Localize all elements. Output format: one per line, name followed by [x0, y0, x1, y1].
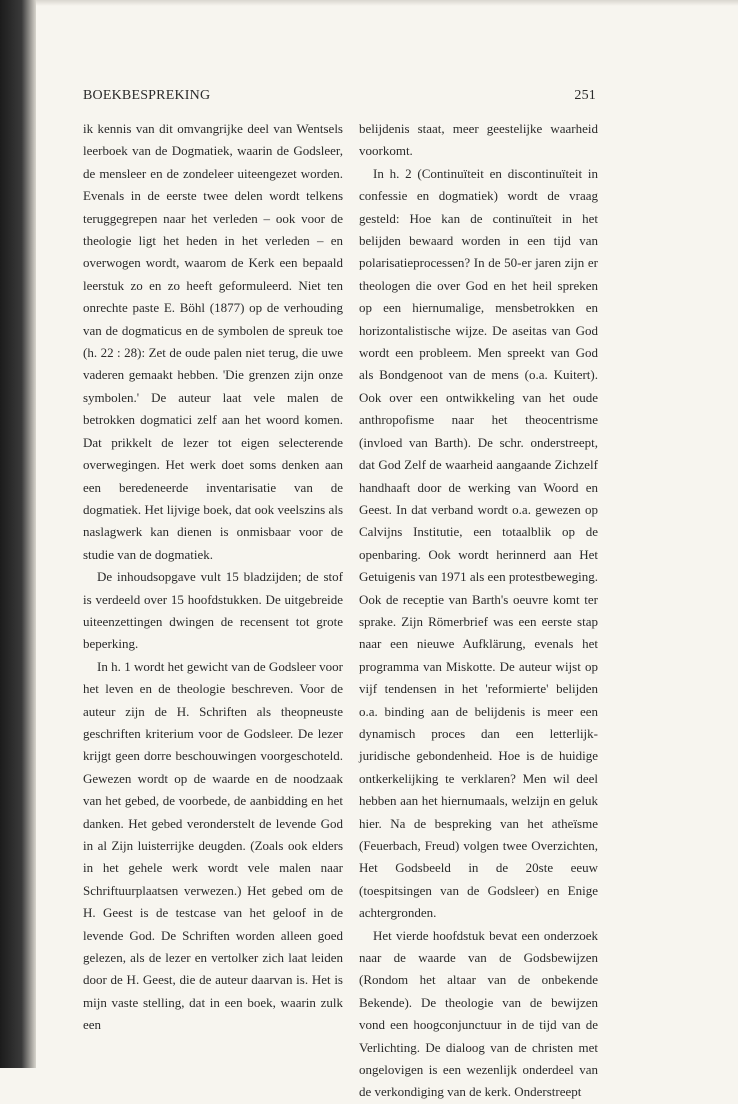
right-column — [359, 118, 598, 1104]
paragraph: In h. 2 (Continuïteit en discontinuïteit in confessie en dogmatiek) wordt de vraag gesteld: Hoe kan de continuïteit in het belijden bewaard worden in een tijd van polarisatieprocessen? In de 50-er jaren zijn er theologen die over God en het heil spreken op een hiernumalige, mensbetrokken en horizontalistische wijze. De aseitas van God wordt een probleem. Men spreekt van God als Bondgenoot van de mens (o.a. Kuitert). Ook over een ontwikkeling van het oude anthropofisme naar het theocentrisme (invloed van Barth). De schr. onderstreept, dat God Zelf de waarheid aangaande Zichzelf handhaaft door de werking van Woord en Geest. In dat verband wordt o.a. gewezen op Calvijns Institutie, een totaalblik op de openbaring. Ook wordt herinnerd aan Het Getuigenis van 1971 als een protestbeweging. Ook de receptie van Barth's oeuvre komt ter sprake. Zijn Römerbrief was een eerste stap naar een nieuwe Aufklärung, evenals het programma van Miskotte. De auteur wijst op vijf tendensen in het 'reformierte' belijden o.a. binding aan de belijdenis is meer een dynamisch proces dan een letterlijk-juridische gebondenheid. Hoe is de huidige ontkerkelijking te verklaren? Men wil deel hebben aan het hiernumaals, welzijn en geluk hier. Na de bespreking van het atheïsme (Feuerbach, Freud) volgen twee Overzichten, Het Godsbeeld in de 20ste eeuw (toespitsingen van de Godsleer) en Enige achtergronden. — [359, 165, 598, 921]
paragraph: In h. 1 wordt het gewicht van de Godsleer voor het leven en de theologie beschreven. Voor de auteur zijn de H. Schriften als theopneuste geschriften kriterium voor de Godsleer. De lezer krijgt geen dorre beschouwingen voorgeschoteld. Gewezen wordt op de waarde en de noodzaak van het gebed, de voorbede, de aanbidding en het danken. Het gebed veronderstelt de levende God in al Zijn luisterrijke deugden. (Zoals ook elders in het gehele werk wordt vele malen naar Schriftuurplaatsen verwezen.) Het gebed om de H. Geest is de testcase van het geloof in de levende God. De Schriften worden alleen goed gelezen, als de lezer en vertolker zich laat leiden door de H. Geest, die de auteur daarvan is. Het is mijn vaste stelling, dat in een boek, waarin zulk een — [83, 658, 343, 1033]
running-title: BOEKBESPREKING — [83, 88, 211, 103]
left-column — [83, 118, 343, 1037]
scan-top-edge — [36, 0, 738, 6]
page-header — [83, 88, 596, 104]
page-number: 251 — [574, 88, 596, 103]
paragraph: belijdenis staat, meer geestelijke waarheid voorkomt. — [359, 121, 598, 159]
paragraph: De inhoudsopgave vult 15 bladzijden; de stof is verdeeld over 15 hoofdstukken. De uitgebreide uiteenzettingen dwingen de recensent tot grote beperking. — [83, 569, 343, 652]
scan-binding-edge — [0, 0, 36, 1068]
paragraph: ik kennis van dit omvangrijke deel van Wentsels leerboek van de Dogmatiek, waarin de Godsleer, de mensleer en de zondeleer uiteengezet worden. Evenals in de eerste twee delen wordt telkens teruggegrepen naar het verleden – ook voor de theologie ligt het heden in het verleden – en overwogen wordt, waarom de Kerk een bepaald leerstuk zo en zo heeft geformuleerd. Niet ten onrechte paste E. Böhl (1877) op de verhouding van de dogmaticus en de symbolen de spreuk toe (h. 22 : 28): Zet de oude palen niet terug, die uwe vaderen gemaakt hebben. 'Die grenzen zijn onze symbolen.' De auteur laat vele malen de betrokken dogmatici zelf aan het woord komen. Dat prikkelt de lezer tot eigen selecterende overwegingen. Het werk doet soms denken aan een beredeneerde inventarisatie van de dogmatiek. Het lijvige boek, dat ook veelszins als naslagwerk kan dienen is onmisbaar voor de studie van de dogmatiek. — [83, 121, 343, 562]
paragraph: Het vierde hoofdstuk bevat een onderzoek naar de waarde van de Godsbewijzen (Rondom het altaar van de onbekende Bekende). De theologie van de bewijzen vond een hoogconjunctuur in de tijd van de Verlichting. De dialoog van de christen met ongelovigen is een wezenlijk onderdeel van de verkondiging van de kerk. Onderstreept — [359, 927, 598, 1100]
